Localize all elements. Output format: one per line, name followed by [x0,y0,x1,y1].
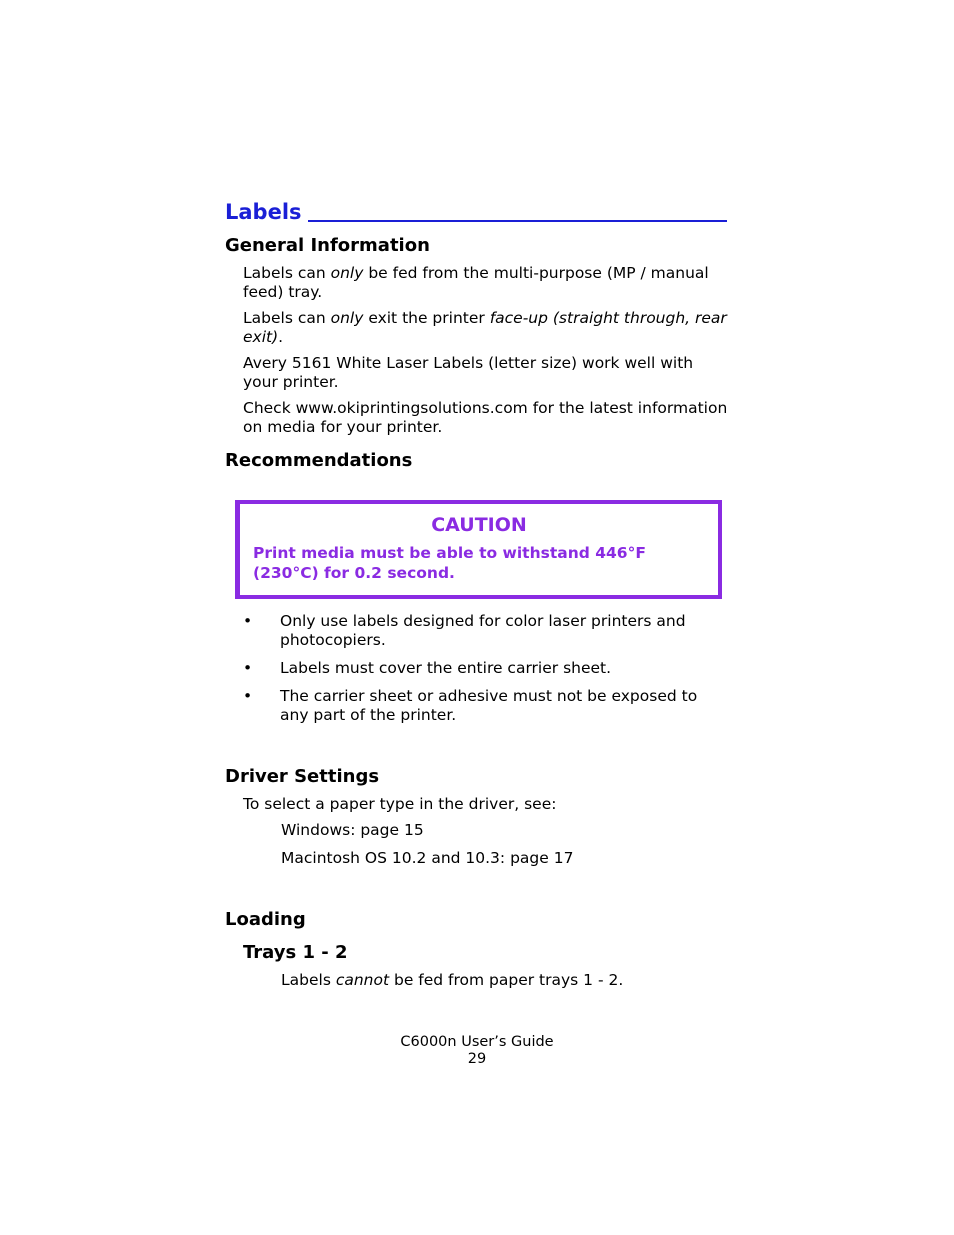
footer-page-number: 29 [467,1051,487,1067]
text-span: . [278,328,284,346]
heading-loading: Loading [225,909,306,930]
text-span: Labels can [243,264,331,282]
general-paragraph-2 [243,309,731,347]
bullet-icon: • [243,659,253,677]
driver-mac-ref: Macintosh OS 10.2 and 10.3: page 17 [281,849,574,867]
loading-paragraph [281,971,623,990]
list-item-text: Labels must cover the entire carrier sheet. [280,659,612,677]
heading-trays: Trays 1 - 2 [243,942,348,963]
text-span: exit the printer [363,309,490,327]
list-item-text: Only use labels designed for color laser printers and photocopiers. [280,612,686,649]
caution-text: Print media must be able to withstand 446°F (230°C) for 0.2 second. [253,544,646,582]
text-span: Labels can [243,309,331,327]
section-title-row [225,198,727,224]
text-span: Labels [281,971,336,989]
list-item [243,659,713,679]
footer-guide-title: C6000n User’s Guide [400,1034,554,1050]
text-span: be fed from the multi-purpose (MP / manual feed) tray. [243,264,709,301]
title-underline [308,220,727,222]
driver-intro: To select a paper type in the driver, see: [243,795,557,813]
emphasis: cannot [335,971,390,989]
list-item-text: The carrier sheet or adhesive must not be exposed to any part of the printer. [280,687,698,724]
bullet-icon: • [243,687,253,705]
heading-general-information: General Information [225,235,430,256]
heading-recommendations: Recommendations [225,450,413,471]
emphasis: only [330,264,364,282]
general-paragraph-3: Avery 5161 White Laser Labels (letter size) work well with your printer. [243,354,694,391]
general-paragraph-1 [243,264,731,302]
heading-driver-settings: Driver Settings [225,766,380,787]
caution-box [235,500,722,599]
text-span: be fed from paper trays 1 - 2. [389,971,624,989]
bullet-icon: • [243,612,253,630]
driver-windows-ref: Windows: page 15 [281,821,424,839]
general-paragraph-4: Check www.okiprintingsolutions.com for the latest information on media for your printer. [243,399,728,436]
emphasis: face-up (straight through, rear exit) [243,309,727,346]
list-item [243,687,713,727]
emphasis: only [330,309,364,327]
list-item [243,612,713,652]
page-title: Labels [225,200,302,224]
caution-title: CAUTION [431,514,527,536]
